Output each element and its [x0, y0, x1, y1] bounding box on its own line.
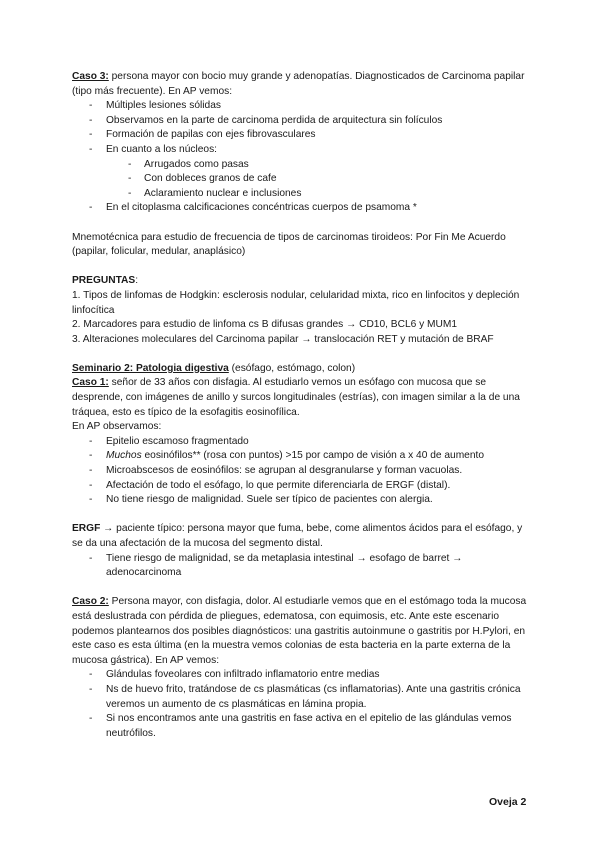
caso3-title: Caso 3: — [72, 71, 109, 82]
ergf-text: → paciente típico: persona mayor que fuma, bebe, come alimentos ácidos para el esófago, y se da una afectación de la mucosa del segmento distal. — [72, 523, 523, 549]
document-page — [72, 70, 532, 741]
list-item: - Formación de papilas con ejes fibrovasculares — [72, 128, 532, 143]
caso2-list — [72, 668, 532, 741]
list-item-muchos — [72, 449, 532, 464]
caso2-title: Caso 2: — [72, 596, 109, 608]
sub-list-item: - Con dobleces granos de cafe — [72, 172, 532, 187]
page-footer: Oveja 2 — [489, 796, 527, 808]
list-item: - No tiene riesgo de malignidad. Suele ser típico de pacientes con alergia. — [72, 493, 532, 508]
seminario-subtitle: (esófago, estómago, colon) — [228, 362, 356, 374]
caso1-ap: En AP observamos: — [72, 421, 162, 433]
ergf-paragraph — [72, 522, 532, 551]
list-item: - Glándulas foveolares con infiltrado inflamatorio entre medias — [72, 668, 532, 683]
caso2-intro: Persona mayor, con disfagia, dolor. Al estudiarle vemos que en el estómago toda la mucosa está deslustrada con pérdida de pliegues, edematosa, con equimosis, etc. Ante este escenario podemos plantearnos dos posibles diagnósticos: una gastritis autoinmune o gastritis por H.Pylori, en este caso es esta última (en la muestra vemos colonias de esta bacteria en la parte externa de la mucosa gástrica). En AP vemos: — [72, 596, 527, 666]
caso1-intro: señor de 33 años con disfagia. Al estudiarlo vemos un esófago con mucosa que se desprende, con imágenes de anillo y surcos longitudinales (estrías), con imagen similar a la de una tráquea, esto es típico de la esofagitis eosinofílica. — [72, 377, 520, 418]
ergf-title: ERGF — [72, 523, 101, 535]
preguntas-colon: : — [135, 275, 139, 287]
list-item: - Tiene riesgo de malignidad, se da metaplasia intestinal → esofago de barret → adenocarcinoma — [72, 552, 532, 581]
preguntas-title: PREGUNTAS — [72, 275, 136, 287]
list-item: - Microabscesos de eosinófilos: se agrupan al desgranularse y forman vacuolas. — [72, 464, 532, 479]
list-item: - Si nos encontramos ante una gastritis en fase activa en el epitelio de las glándulas vemos neutrófilos. — [72, 712, 532, 741]
pregunta-item: 2. Marcadores para estudio de linfoma cs B difusas grandes → CD10, BCL6 y MUM1 — [72, 319, 458, 331]
preguntas-heading — [72, 274, 532, 289]
seminario-title: Seminario 2: Patologia digestiva — [72, 362, 229, 374]
caso3-list — [72, 99, 532, 216]
list-item: - Epitelio escamoso fragmentado — [72, 435, 532, 450]
mnemonic-paragraph: Mnemotécnica para estudio de frecuencia de tipos de carcinomas tiroideos: Por Fin Me Acuerdo (papilar, folicular, medular, anaplásico) — [72, 231, 506, 258]
list-item: - En el citoplasma calcificaciones concéntricas cuerpos de psamoma * — [72, 201, 532, 216]
pregunta-item: 1. Tipos de linfomas de Hodgkin: esclerosis nodular, celularidad mixta, rico en linfocitos y depleción linfocítica — [72, 289, 520, 316]
caso3-paragraph — [72, 70, 532, 99]
sub-list-item: - Arrugados como pasas — [72, 158, 532, 173]
list-item: - Múltiples lesiones sólidas — [72, 99, 532, 114]
caso1-list — [72, 435, 532, 508]
list-item: - Afectación de todo el esófago, lo que permite diferenciarla de ERGF (distal). — [72, 479, 532, 494]
list-item: - Observamos en la parte de carcinoma perdida de arquitectura sin folículos — [72, 114, 532, 129]
seminario-heading — [72, 362, 532, 377]
pregunta-item: 3. Alteraciones moleculares del Carcinoma papilar → translocación RET y mutación de BRAF — [72, 333, 494, 345]
caso1-title: Caso 1: — [72, 377, 109, 389]
ergf-list — [72, 552, 532, 581]
list-item: - En cuanto a los núcleos: — [72, 143, 532, 158]
muchos-word: Muchos — [106, 450, 142, 462]
caso1-paragraph — [72, 376, 532, 420]
muchos-rest: eosinófilos** (rosa con puntos) >15 por campo de visión a x 40 de aumento — [141, 450, 485, 462]
caso3-intro: persona mayor con bocio muy grande y adenopatías. Diagnosticados de Carcinoma papilar (tipo más frecuente). En AP vemos: — [72, 71, 525, 97]
sub-list-item: - Aclaramiento nuclear e inclusiones — [72, 187, 532, 202]
list-item: - Ns de huevo frito, tratándose de cs plasmáticas (cs inflamatorias). Ante una gastritis crónica veremos un aumento de cs plasmáticas en lámina propia. — [72, 683, 532, 712]
caso2-paragraph — [72, 595, 532, 668]
